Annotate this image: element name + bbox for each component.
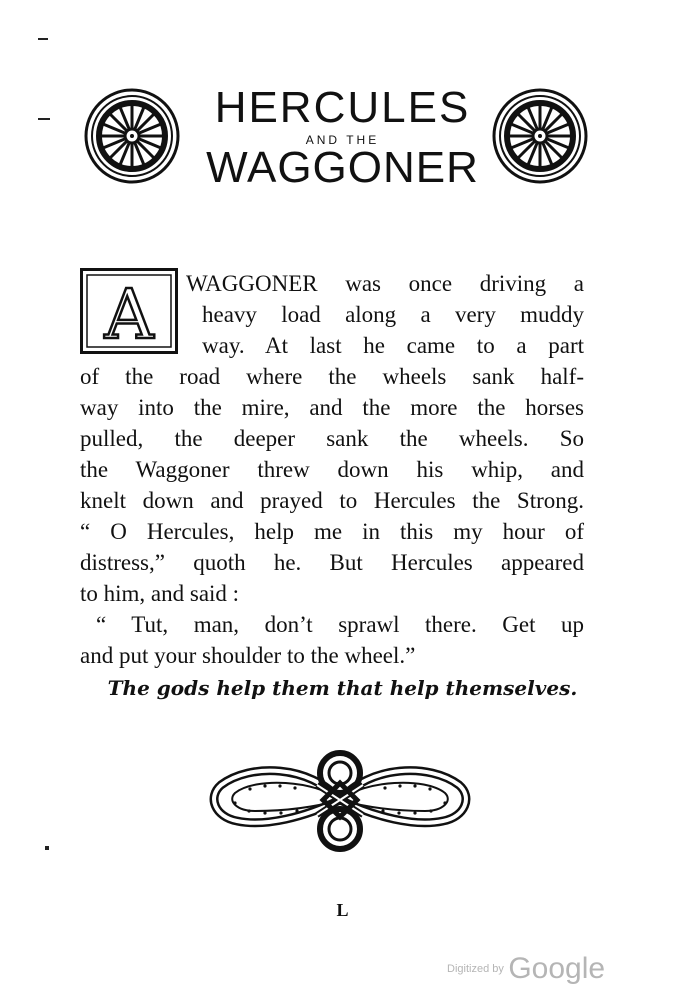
title-connector: AND THE — [305, 133, 380, 147]
body-line: pulled, the deeper sank the wheels. So — [80, 426, 584, 451]
page-title: HERCULES — [214, 83, 471, 132]
margin-mark — [38, 38, 48, 40]
body-line: way into the mire, and the more the horses — [80, 395, 584, 420]
google-brand: Google — [508, 952, 606, 985]
body-line: and put your shoulder to the wheel.” — [80, 643, 416, 668]
body-line: the Waggoner threw down his whip, and — [80, 457, 584, 482]
body-line: “ O Hercules, help me in this my hour of — [80, 519, 584, 544]
body-line: WAGGONER was once driving a — [186, 271, 584, 296]
page-number: L — [336, 900, 349, 920]
body-line: way. At last he came to a part — [202, 333, 584, 358]
body-line: distress,” quoth he. But Hercules appeared — [80, 550, 584, 575]
digitized-label: Digitized by — [447, 963, 504, 975]
body-line: “ Tut, man, don’t sprawl there. Get up — [96, 612, 584, 637]
drop-cap-letter: A — [104, 276, 154, 354]
drop-cap — [80, 268, 178, 354]
body-line: of the road where the wheels sank half- — [80, 364, 584, 389]
body-line: to him, and said : — [80, 581, 240, 606]
body-line: heavy load along a very muddy — [202, 302, 584, 327]
moral-motto: The gods help them that help themselves. — [107, 676, 578, 700]
body-line: knelt down and prayed to Hercules the Strong. — [80, 488, 584, 513]
digitized-watermark — [447, 952, 605, 986]
page-subtitle: WAGGONER — [206, 143, 479, 192]
celtic-knot-icon — [205, 745, 475, 855]
margin-mark — [45, 846, 49, 850]
